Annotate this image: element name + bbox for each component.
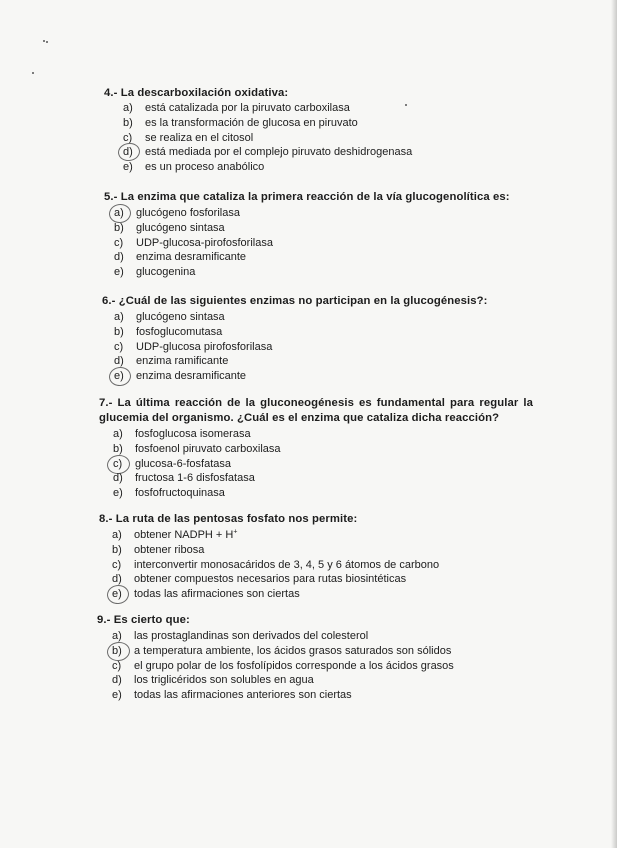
option-text: glucógeno sintasa [136,221,225,234]
question-4 [104,86,544,175]
option-text: enzima ramificante [136,355,229,368]
option-letter: d) [114,355,124,368]
option-letter: e) [114,266,124,279]
option-letter: b) [114,221,124,234]
option-letter: b) [112,543,122,556]
option-a[interactable] [114,310,522,325]
option-text: fosfoglucosa isomerasa [135,428,251,440]
option-letter: b) [114,325,124,338]
option-text: todas las afirmaciones son ciertas [134,588,300,601]
option-letter: a) [112,529,122,541]
scan-speck [43,40,45,42]
option-letter: c) [114,236,124,249]
option-letter: c) [123,131,133,144]
option-letter: b) [113,442,123,455]
option-d[interactable] [112,572,519,587]
option-c[interactable] [112,558,519,573]
options-list [114,310,522,384]
option-d[interactable] [114,354,522,369]
option-text: está mediada por el complejo piruvato deshidrogenasa [145,146,413,159]
question-title: 4.- La descarboxilación oxidativa: [104,87,289,99]
option-text: fructosa 1-6 disfosfatasa [135,472,255,485]
superscript-plus: + [233,528,238,536]
option-letter: e) [112,689,122,702]
option-letter: a) [114,311,124,323]
options-list [112,528,519,602]
option-d[interactable] [114,250,524,265]
option-d[interactable] [112,673,527,688]
option-text: glucógeno sintasa [136,311,225,323]
option-text: obtener NADPH + H [134,529,234,541]
option-text: obtener compuestos necesarios para rutas biosintéticas [134,573,407,586]
option-text: fosfoglucomutasa [136,325,223,338]
option-e[interactable] [112,587,519,602]
option-text: es la transformación de glucosa en piruvato [145,116,358,129]
question-8 [99,512,519,602]
question-5 [104,190,524,280]
option-text: todas las afirmaciones anteriores son ciertas [134,689,352,702]
option-a[interactable] [123,101,544,116]
option-e[interactable] [123,160,544,175]
question-title: 6.- ¿Cuál de las siguientes enzimas no participan en la glucogénesis?: [102,295,488,307]
options-list [114,206,524,280]
option-c[interactable] [123,131,544,146]
option-c[interactable] [114,340,522,355]
option-letter: b) [112,644,122,657]
question-title: 5.- La enzima que cataliza la primera reacción de la vía glucogenolítica es: [104,191,510,203]
question-9 [97,613,527,703]
option-text: glucosa-6-fosfatasa [135,457,231,470]
question-title: 9.- Es cierto que: [97,614,190,626]
option-b[interactable] [114,221,524,236]
option-text: glucogenina [136,266,196,279]
options-list [112,629,527,703]
option-letter: e) [114,370,124,383]
question-title: 8.- La ruta de las pentosas fosfato nos permite: [99,513,358,525]
option-e[interactable] [114,369,522,384]
option-letter: a) [113,428,123,440]
option-b[interactable] [112,644,527,659]
option-c[interactable] [112,659,527,674]
option-text: obtener ribosa [134,543,205,556]
option-text: glucógeno fosforilasa [136,207,240,219]
option-a[interactable] [114,206,524,221]
option-text: interconvertir monosacáridos de 3, 4, 5 y 6 átomos de carbono [134,558,440,571]
option-a[interactable] [112,528,519,543]
option-c[interactable] [113,457,533,472]
option-e[interactable] [114,265,524,280]
option-a[interactable] [112,629,527,644]
option-letter: c) [112,659,122,672]
option-text: fosfoenol piruvato carboxilasa [135,442,281,455]
option-text: UDP-glucosa-pirofosforilasa [136,236,273,249]
option-text: UDP-glucosa pirofosforilasa [136,340,273,353]
scan-speck [32,72,34,74]
option-letter: d) [112,674,122,687]
option-letter: a) [123,102,133,114]
options-list [113,427,533,501]
option-text: es un proceso anabólico [145,161,265,174]
scan-speck [46,41,48,43]
option-e[interactable] [113,486,533,501]
question-7 [99,396,533,501]
option-letter: a) [114,207,124,219]
option-letter: d) [114,251,124,264]
option-d[interactable] [123,145,544,160]
option-letter: c) [113,457,123,470]
option-text: las prostaglandinas son derivados del colesterol [134,630,369,642]
option-text: a temperatura ambiente, los ácidos grasos saturados son sólidos [134,644,452,657]
option-d[interactable] [113,471,533,486]
option-text: fosfofructoquinasa [135,487,225,500]
option-b[interactable] [123,116,544,131]
option-letter: e) [123,161,133,174]
option-text: los triglicéridos son solubles en agua [134,674,314,687]
scan-edge-shadow [611,0,617,848]
option-b[interactable] [112,543,519,558]
options-list [123,101,544,175]
option-c[interactable] [114,236,524,251]
option-letter: d) [113,472,123,485]
option-letter: c) [114,340,124,353]
option-letter: e) [112,588,122,601]
option-a[interactable] [113,427,533,442]
question-6 [102,294,522,384]
option-text: se realiza en el citosol [145,131,254,144]
option-b[interactable] [113,442,533,457]
option-letter: c) [112,558,122,571]
option-letter: b) [123,116,133,129]
option-text: está catalizada por la piruvato carboxilasa [145,102,350,114]
option-letter: e) [113,487,123,500]
option-letter: d) [123,146,133,159]
question-title: 7.- La última reacción de la gluconeogénesis es fundamental para regular la glucemia del organismo. ¿Cuál es el enzima que cataliza dicha reacción? [99,397,533,424]
option-b[interactable] [114,325,522,340]
option-letter: a) [112,630,122,642]
option-text: enzima desramificante [136,370,247,383]
option-text: el grupo polar de los fosfolípidos corresponde a los ácidos grasos [134,659,454,672]
option-letter: d) [112,573,122,586]
option-text: enzima desramificante [136,251,247,264]
option-e[interactable] [112,688,527,703]
